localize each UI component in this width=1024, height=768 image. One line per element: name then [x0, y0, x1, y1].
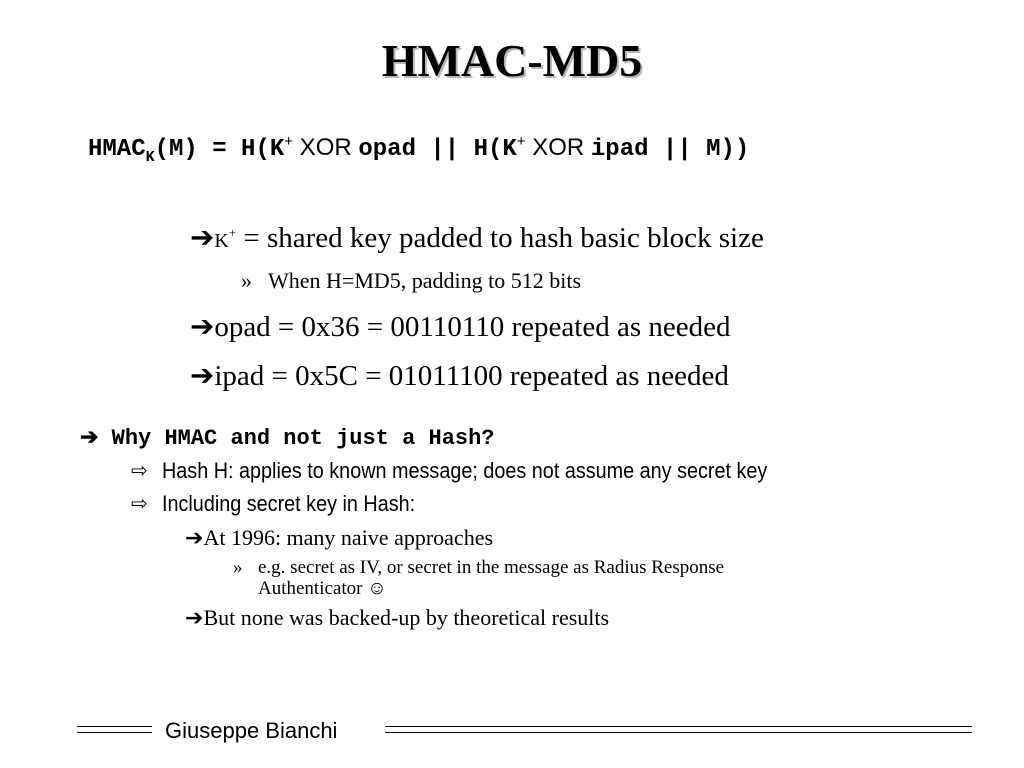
ipad-definition: [190, 358, 729, 393]
why-sub-item-2: [185, 605, 609, 631]
why-sub-item-1: [185, 525, 493, 551]
formula-part: ipad || M)): [590, 136, 750, 163]
formula-part: HMAC: [88, 136, 146, 163]
formula-xor: XOR: [293, 134, 359, 161]
k-text: = shared key padded to hash basic block size: [236, 222, 764, 254]
formula-xor: XOR: [525, 134, 591, 161]
arrow-icon: ➔: [185, 525, 204, 550]
footer-author: Giuseppe Bianchi: [165, 718, 338, 743]
k-definition: [190, 220, 764, 255]
why-sub-item-2-text: But none was backed-up by theoretical results: [203, 605, 610, 630]
footer-rule-right: [385, 726, 972, 733]
arrow-icon: ➔: [190, 311, 215, 343]
arrow-icon: ➔: [80, 424, 99, 449]
formula-part: opad || H(K: [358, 136, 517, 163]
k-superscript: +: [228, 225, 237, 240]
footer-rule-left: [77, 726, 152, 733]
right-arrow-outline-icon: ⇨: [131, 460, 148, 482]
why-example-line-1: e.g. secret as IV, or secret in the message as Radius Response: [258, 557, 725, 578]
why-heading: [80, 424, 495, 451]
raquo-bullet: »: [233, 557, 243, 578]
why-item-1: Hash H: applies to known message; does not assume any secret key: [162, 458, 768, 483]
right-arrow-outline-icon: ⇨: [131, 493, 148, 515]
opad-text: opad = 0x36 = 00110110 repeated as needed: [214, 311, 731, 343]
raquo-bullet: »: [241, 268, 252, 293]
ipad-text: ipad = 0x5C = 01011100 repeated as needed: [214, 360, 729, 392]
arrow-icon: ➔: [185, 605, 204, 630]
arrow-icon: ➔: [190, 222, 215, 254]
why-item-2: Including secret key in Hash:: [162, 491, 416, 516]
why-heading-text: Why HMAC and not just a Hash?: [111, 426, 495, 451]
formula-part: (M) = H(K: [154, 136, 285, 163]
formula-subscript: K: [145, 149, 155, 166]
k-sub-bullet: [241, 268, 252, 294]
formula-superscript: +: [516, 133, 526, 150]
why-example-line-2: Authenticator ☺: [258, 578, 387, 599]
hmac-formula: [88, 133, 750, 166]
formula-superscript: +: [284, 133, 294, 150]
slide-title: HMAC-MD5: [381, 35, 643, 86]
opad-definition: [190, 309, 730, 344]
why-sub-item-1-text: At 1996: many naive approaches: [203, 525, 494, 550]
k-sub-text: When H=MD5, padding to 512 bits: [268, 268, 582, 293]
k-symbol: K: [214, 230, 229, 252]
arrow-icon: ➔: [190, 360, 215, 392]
